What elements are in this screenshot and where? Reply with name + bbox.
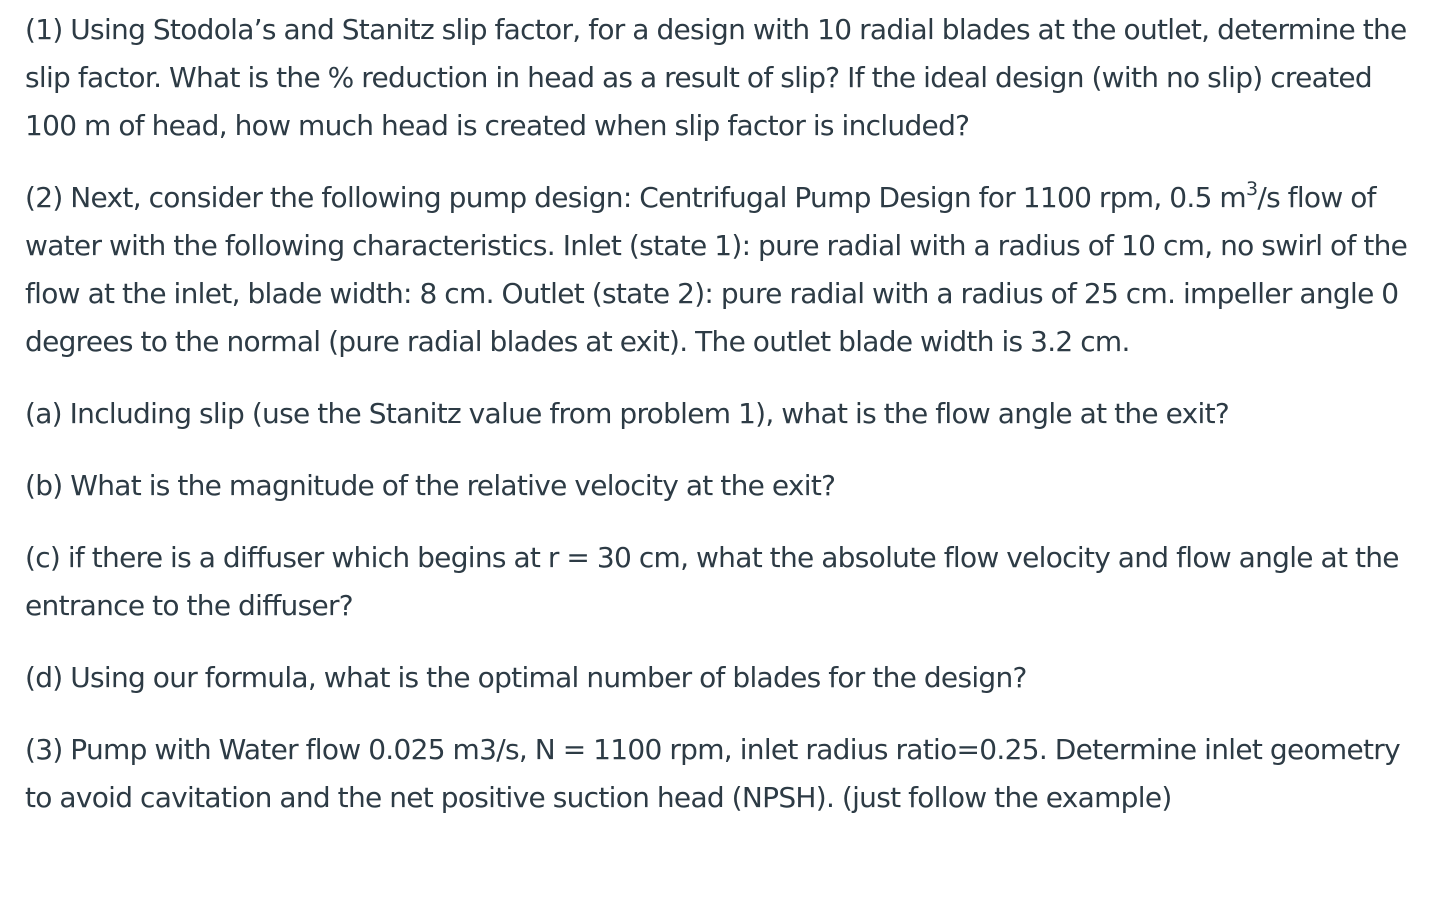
problem-content [25,6,1430,846]
problem-2c-text: (c) if there is a diffuser which begins at r = 30 cm, what the absolute flow velocity and flow angle at the entrance to the diffuser? [25,541,1399,622]
cubic-superscript: 3 [1245,178,1258,200]
problem-2-text [25,174,1430,366]
problem-1-text: (1) Using Stodola’s and Stanitz slip factor, for a design with 10 radial blades at the outlet, determine the slip factor. What is the % reduction in head as a result of slip? If the ideal design (with no slip) created 100 m of head, how much head is created when slip factor is included? [25,13,1407,142]
problem-2b-text: (b) What is the magnitude of the relative velocity at the exit? [25,469,836,502]
problem-2d-text: (d) Using our formula, what is the optimal number of blades for the design? [25,661,1027,694]
problem-2-text-part1: (2) Next, consider the following pump design: Centrifugal Pump Design for 1100 rpm, 0.5 m [25,181,1246,214]
problem-2a-text: (a) Including slip (use the Stanitz value from problem 1), what is the flow angle at the exit? [25,397,1230,430]
problem-3-text: (3) Pump with Water flow 0.025 m3/s, N = 1100 rpm, inlet radius ratio=0.25. Determine inlet geometry to avoid cavitation and the net positive suction head (NPSH). (just follow the example) [25,733,1400,814]
problem-2-text-part2: /s flow of water with the following characteristics. Inlet (state 1): pure radial with a radius of 10 cm, no swirl of the flow at the inlet, blade width: 8 cm. Outlet (state 2): pure radial with a radius of 25 cm. impeller angle 0 degrees to the normal (pure radial blades at exit). The outlet blade width is 3.2 cm. [25,181,1408,358]
